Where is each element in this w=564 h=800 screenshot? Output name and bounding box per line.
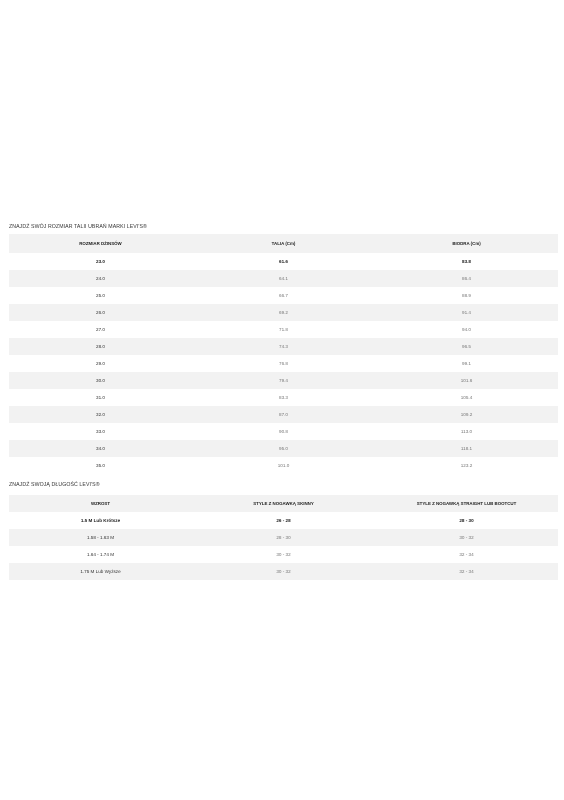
table-cell: 105.4 bbox=[460, 395, 473, 400]
table-cell: 109.2 bbox=[460, 412, 473, 417]
table-cell: 28 - 30 bbox=[459, 518, 474, 523]
table-cell: 30.0 bbox=[96, 378, 105, 383]
table-cell: 28.0 bbox=[96, 344, 105, 349]
table-row bbox=[9, 546, 558, 563]
table-cell: 32 - 34 bbox=[459, 552, 474, 557]
table-cell: 94.0 bbox=[462, 327, 471, 332]
table-cell: 83.3 bbox=[279, 395, 288, 400]
table-cell: 24.0 bbox=[96, 276, 105, 281]
table-row bbox=[9, 457, 558, 474]
table-row bbox=[9, 321, 558, 338]
table-row bbox=[9, 423, 558, 440]
table-cell: 101.6 bbox=[460, 378, 473, 383]
table-cell: 69.2 bbox=[279, 310, 288, 315]
table-cell: 1.75 M Lub Wyższe bbox=[80, 569, 121, 574]
table-row bbox=[9, 372, 558, 389]
table-row bbox=[9, 355, 558, 372]
table-cell: 32.0 bbox=[96, 412, 105, 417]
table-cell: 88.9 bbox=[462, 293, 471, 298]
table-cell: 61.6 bbox=[279, 259, 288, 264]
table-cell: 34.0 bbox=[96, 446, 105, 451]
table-cell: 23.0 bbox=[96, 259, 105, 264]
table-cell: 30 - 32 bbox=[459, 535, 474, 540]
table-row bbox=[9, 406, 558, 423]
table-cell: 33.0 bbox=[96, 429, 105, 434]
table-cell: 64.1 bbox=[279, 276, 288, 281]
table-cell: 86.4 bbox=[462, 276, 471, 281]
table-cell: 29.0 bbox=[96, 361, 105, 366]
table-cell: 25.0 bbox=[96, 293, 105, 298]
column-header: TALIA (Cm) bbox=[271, 241, 296, 246]
table-cell: 66.7 bbox=[279, 293, 288, 298]
table-header-row bbox=[9, 495, 558, 512]
table-cell: 123.2 bbox=[460, 463, 473, 468]
table-cell: 76.8 bbox=[279, 361, 288, 366]
table-cell: 1.5 M Lub Krótsze bbox=[80, 518, 121, 523]
table-row bbox=[9, 529, 558, 546]
table-row bbox=[9, 270, 558, 287]
table-header-row bbox=[9, 234, 558, 253]
table-row bbox=[9, 338, 558, 355]
table-cell: 31.0 bbox=[96, 395, 105, 400]
table-row bbox=[9, 304, 558, 321]
table-cell: 26.0 bbox=[96, 310, 105, 315]
table-cell: 96.5 bbox=[462, 344, 471, 349]
table-cell: 90.8 bbox=[279, 429, 288, 434]
column-header: STYLE Z NOGAWKĄ SKINNY bbox=[253, 501, 314, 506]
column-header: STYLE Z NOGAWKĄ STRAIGHT LUB BOOTCUT bbox=[416, 501, 517, 506]
table-cell: 32 - 34 bbox=[459, 569, 474, 574]
table-cell: 30 - 32 bbox=[276, 552, 291, 557]
column-header: WZROST bbox=[90, 501, 111, 506]
table-cell: 28 - 30 bbox=[276, 535, 291, 540]
table-cell: 118.1 bbox=[460, 446, 473, 451]
table-cell: 99.1 bbox=[462, 361, 471, 366]
table-row bbox=[9, 253, 558, 270]
table-cell: 1.58 - 1.63 M bbox=[86, 535, 115, 540]
table-row bbox=[9, 563, 558, 580]
column-header: ROZMIAR DŻINSÓW bbox=[79, 241, 122, 246]
waist-size-table bbox=[9, 234, 558, 474]
table-cell: 35.0 bbox=[96, 463, 105, 468]
table-cell: 71.8 bbox=[279, 327, 288, 332]
table-row bbox=[9, 389, 558, 406]
table-cell: 27.0 bbox=[96, 327, 105, 332]
length-title: ZNAJDŹ SWOJĄ DŁUGOŚĆ LEVI'S® bbox=[9, 482, 100, 488]
table-cell: 83.8 bbox=[462, 259, 471, 264]
table-row bbox=[9, 287, 558, 304]
length-table bbox=[9, 495, 558, 580]
table-cell: 101.0 bbox=[277, 463, 290, 468]
waist-size-title: ZNAJDŹ SWÓJ ROZMIAR TALII UBRAŃ MARKI LEVI'S® bbox=[9, 224, 147, 230]
table-cell: 95.0 bbox=[279, 446, 288, 451]
table-cell: 26 - 28 bbox=[276, 518, 291, 523]
table-cell: 1.64 - 1.74 M bbox=[86, 552, 115, 557]
table-cell: 87.0 bbox=[279, 412, 288, 417]
table-row bbox=[9, 512, 558, 529]
table-row bbox=[9, 440, 558, 457]
table-cell: 30 - 32 bbox=[276, 569, 291, 574]
table-cell: 74.3 bbox=[279, 344, 288, 349]
column-header: BIODRA (Cm) bbox=[452, 241, 481, 246]
table-cell: 113.0 bbox=[460, 429, 473, 434]
table-cell: 91.4 bbox=[462, 310, 471, 315]
table-cell: 79.4 bbox=[279, 378, 288, 383]
